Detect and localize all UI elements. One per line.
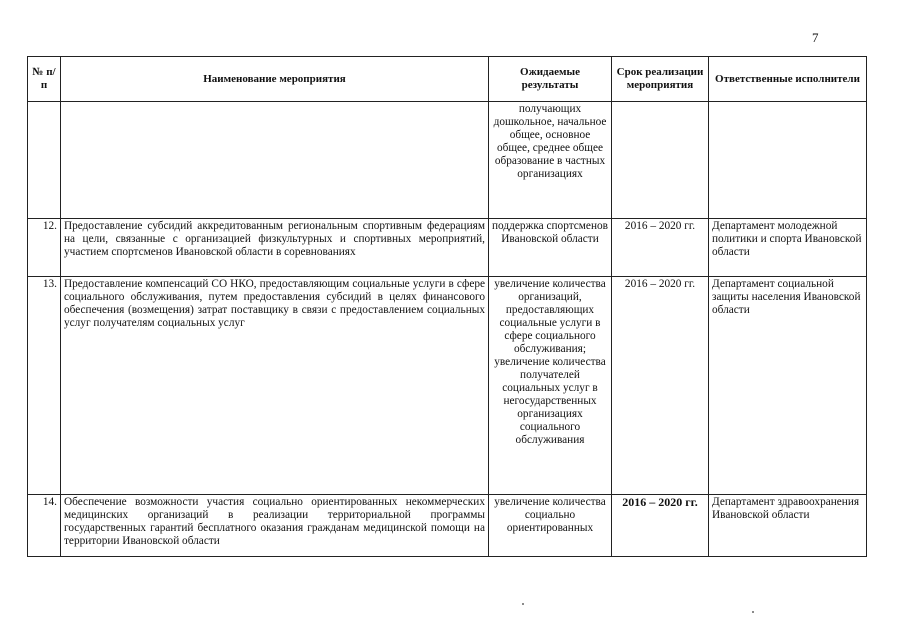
table-header-row xyxy=(28,57,867,102)
row-name: Предоставление компенсаций СО НКО, предоставляющим социальные услуги в сфере социального обслуживания, путем предоставления субсидий в целях финансового обеспечения (возмещения) затрат поставщику в связи с предоставлением социальных услуг получателям социальных услуг xyxy=(61,277,489,495)
header-num: № п/п xyxy=(28,57,61,102)
row-responsible: Департамент социальной защиты населения Ивановской области xyxy=(709,277,867,495)
row-responsible: Департамент молодежной политики и спорта Ивановской области xyxy=(709,219,867,277)
row-num xyxy=(28,102,61,219)
row-results: увеличение количества социально ориентированных xyxy=(489,495,612,557)
row-num: 13. xyxy=(28,277,61,495)
row-results: поддержка спортсменов Ивановской области xyxy=(489,219,612,277)
table-row xyxy=(28,277,867,495)
row-results: получающих дошкольное, начальное общее, основное общее, среднее общее образование в частных организациях xyxy=(489,102,612,219)
table-row xyxy=(28,495,867,557)
row-term: 2016 – 2020 гг. xyxy=(612,495,709,557)
table-row xyxy=(28,219,867,277)
row-name: Обеспечение возможности участия социально ориентированных некоммерческих медицинских организаций в реализации территориальной программы государственных гарантий бесплатного оказания гражданам медицинской помощи на территории Ивановской области xyxy=(61,495,489,557)
events-table xyxy=(27,56,867,557)
scan-speck xyxy=(752,611,754,613)
header-results: Ожидаемые результаты xyxy=(489,57,612,102)
row-name xyxy=(61,102,489,219)
row-term: 2016 – 2020 гг. xyxy=(612,219,709,277)
scan-speck xyxy=(522,603,524,605)
row-responsible: Департамент здравоохранения Ивановской области xyxy=(709,495,867,557)
header-name: Наименование мероприятия xyxy=(61,57,489,102)
header-responsible: Ответственные исполнители xyxy=(709,57,867,102)
row-name: Предоставление субсидий аккредитованным региональным спортивным федерациям на цели, связанные с организацией физкультурных и спортивных мероприятий, участием спортсменов Ивановской области в соревнованиях xyxy=(61,219,489,277)
row-term: 2016 – 2020 гг. xyxy=(612,277,709,495)
row-num: 14. xyxy=(28,495,61,557)
row-responsible xyxy=(709,102,867,219)
row-results: увеличение количества организаций, предоставляющих социальные услуги в сфере социального обслуживания; увеличение количества получателей социальных услуг в негосударственных организациях социального обслуживания xyxy=(489,277,612,495)
header-term: Срок реализации мероприятия xyxy=(612,57,709,102)
row-num: 12. xyxy=(28,219,61,277)
row-term xyxy=(612,102,709,219)
table-row xyxy=(28,102,867,219)
page-number: 7 xyxy=(812,30,819,45)
